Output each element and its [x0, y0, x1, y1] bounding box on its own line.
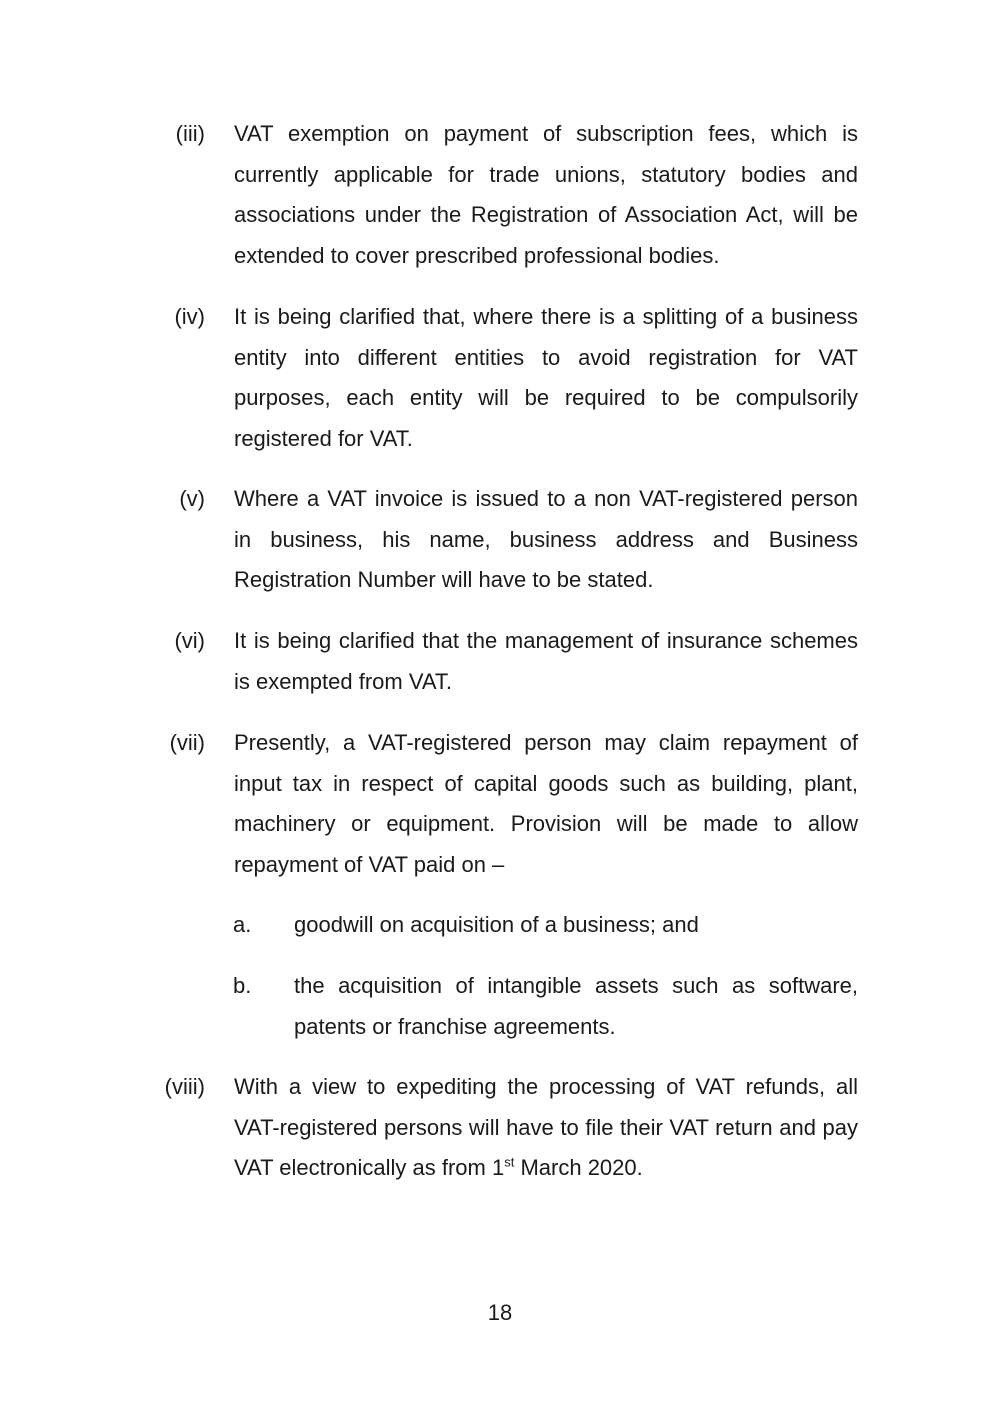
item-marker: (viii) — [164, 1074, 205, 1099]
item-marker: (vi) — [174, 628, 205, 653]
sub-item-text: goodwill on acquisition of a business; and — [294, 912, 699, 937]
item-text-before: With a view to expediting the processing of VAT refunds, all VAT-registered persons will have to file their VAT return and pay VAT electronically as from 1 — [234, 1074, 858, 1180]
item-text: Presently, a VAT-registered person may claim repayment of input tax in respect of capital goods such as building, plant, machinery or equipment. Provision will be made to allow repayment of VAT paid on – — [234, 730, 858, 877]
sub-item-marker: a. — [233, 912, 252, 937]
item-text: It is being clarified that, where there is a splitting of a business entity into different entities to avoid registration for VAT purposes, each entity will be required to be compulsorily registered for VAT. — [234, 304, 858, 451]
ordinal-superscript: st — [504, 1154, 515, 1170]
page-number: 18 — [487, 1300, 513, 1325]
item-marker: (iii) — [175, 121, 205, 146]
item-text: Where a VAT invoice is issued to a non VAT-registered person in business, his name, business address and Business Registration Number will have to be stated. — [234, 486, 858, 592]
item-text: VAT exemption on payment of subscription fees, which is currently applicable for trade unions, statutory bodies and associations under the Registration of Association Act, will be extended to cover prescribed professional bodies. — [234, 121, 858, 268]
item-text: It is being clarified that the management of insurance schemes is exempted from VAT. — [234, 628, 858, 694]
item-text — [234, 1067, 858, 1189]
sub-item-marker: b. — [233, 973, 252, 998]
item-marker: (v) — [179, 486, 205, 511]
item-marker: (iv) — [174, 304, 205, 329]
item-text-after: March 2020. — [514, 1155, 643, 1180]
sub-item-text: the acquisition of intangible assets such as software, patents or franchise agreements. — [294, 973, 858, 1039]
item-marker: (vii) — [169, 730, 205, 755]
